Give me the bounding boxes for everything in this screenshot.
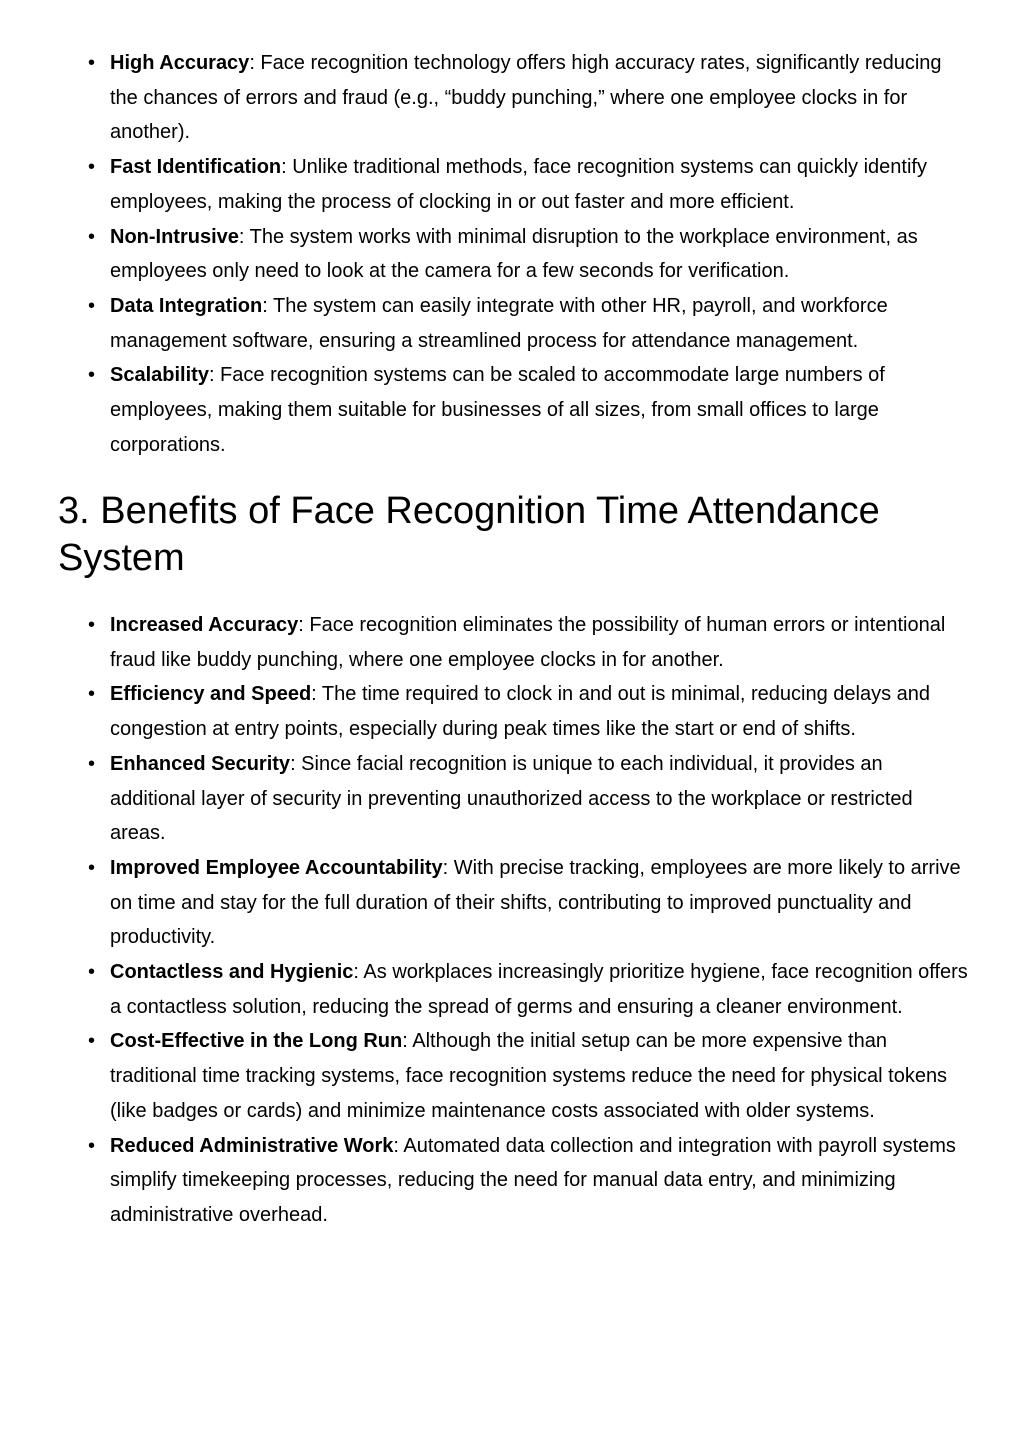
item-term: Data Integration [110, 294, 263, 317]
bullet-icon: • [88, 614, 96, 636]
list-item [88, 358, 968, 462]
item-term: Non-Intrusive [110, 225, 239, 248]
item-text: : With precise tracking, employees are more likely to arrive on time and stay for the full duration of their shifts, contributing to improved punctuality and productivity. [110, 856, 961, 949]
item-text: : Automated data collection and integration with payroll systems simplify timekeeping processes, reducing the need for manual data entry, and minimizing administrative overhead. [110, 1134, 956, 1226]
item-term: Enhanced Security [110, 752, 291, 775]
list-item [88, 955, 968, 1024]
bullet-icon: • [88, 294, 96, 317]
bullet-icon: • [88, 856, 96, 879]
item-term: Cost-Effective in the Long Run [110, 1030, 403, 1053]
item-text: : Although the initial setup can be more expensive than traditional time tracking systems, face recognition systems reduce the need for physical tokens (like badges or cards) and minimize maintenance costs associated with older systems. [110, 1030, 948, 1122]
item-term: Improved Employee Accountability [110, 856, 443, 879]
item-term: High Accuracy [110, 52, 250, 74]
item-term: Scalability [110, 364, 209, 387]
list-item [88, 289, 968, 358]
list-item [88, 608, 968, 677]
item-text: : Face recognition technology offers high accuracy rates, significantly reducing the chances of errors and fraud (e.g., “buddy punching,” where one employee clocks in for another). [110, 52, 942, 144]
item-text: : Face recognition systems can be scaled to accommodate large numbers of employees, making them suitable for businesses of all sizes, from small offices to large corporations. [110, 364, 885, 456]
item-term: Reduced Administrative Work [110, 1134, 394, 1157]
bullet-icon: • [88, 961, 96, 984]
list-item [88, 150, 968, 219]
item-text: : The system works with minimal disruption to the workplace environment, as employees only need to look at the camera for a few seconds for verification. [110, 225, 918, 283]
bullet-icon: • [88, 1030, 96, 1053]
item-term: Efficiency and Speed [110, 683, 312, 706]
list-item [88, 46, 968, 150]
item-text: : Since facial recognition is unique to each individual, it provides an additional layer of security in preventing unauthorized access to the workplace or restricted areas. [110, 752, 913, 845]
item-text: : Face recognition eliminates the possibility of human errors or intentional fraud like buddy punching, where one employee clocks in for another. [110, 614, 946, 671]
bullet-icon: • [88, 752, 96, 775]
item-term: Increased Accuracy [110, 614, 299, 636]
bullet-icon: • [88, 683, 96, 706]
list-item [88, 1129, 968, 1233]
list-item [88, 1024, 968, 1128]
item-term: Contactless and Hygienic [110, 961, 354, 984]
item-text: : Unlike traditional methods, face recognition systems can quickly identify employees, making the process of clocking in or out faster and more efficient. [110, 156, 927, 213]
item-text: : The time required to clock in and out is minimal, reducing delays and congestion at entry points, especially during peak times like the start or end of shifts. [110, 683, 931, 741]
list-item [88, 220, 968, 289]
section-heading: 3. Benefits of Face Recognition Time Attendance System [58, 490, 880, 579]
feature-list [88, 46, 968, 462]
bullet-icon: • [88, 364, 96, 387]
bullet-icon: • [88, 52, 96, 74]
bullet-icon: • [88, 156, 96, 179]
item-text: : As workplaces increasingly prioritize hygiene, face recognition offers a contactless solution, reducing the spread of germs and ensuring a cleaner environment. [110, 961, 968, 1018]
list-item [88, 747, 968, 851]
item-text: : The system can easily integrate with other HR, payroll, and workforce management software, ensuring a streamlined process for attendance management. [110, 294, 888, 352]
benefits-list [88, 608, 968, 1233]
bullet-icon: • [88, 225, 96, 248]
list-item [88, 851, 968, 955]
list-item [88, 677, 968, 746]
item-term: Fast Identification [110, 156, 282, 179]
bullet-icon: • [88, 1134, 96, 1157]
